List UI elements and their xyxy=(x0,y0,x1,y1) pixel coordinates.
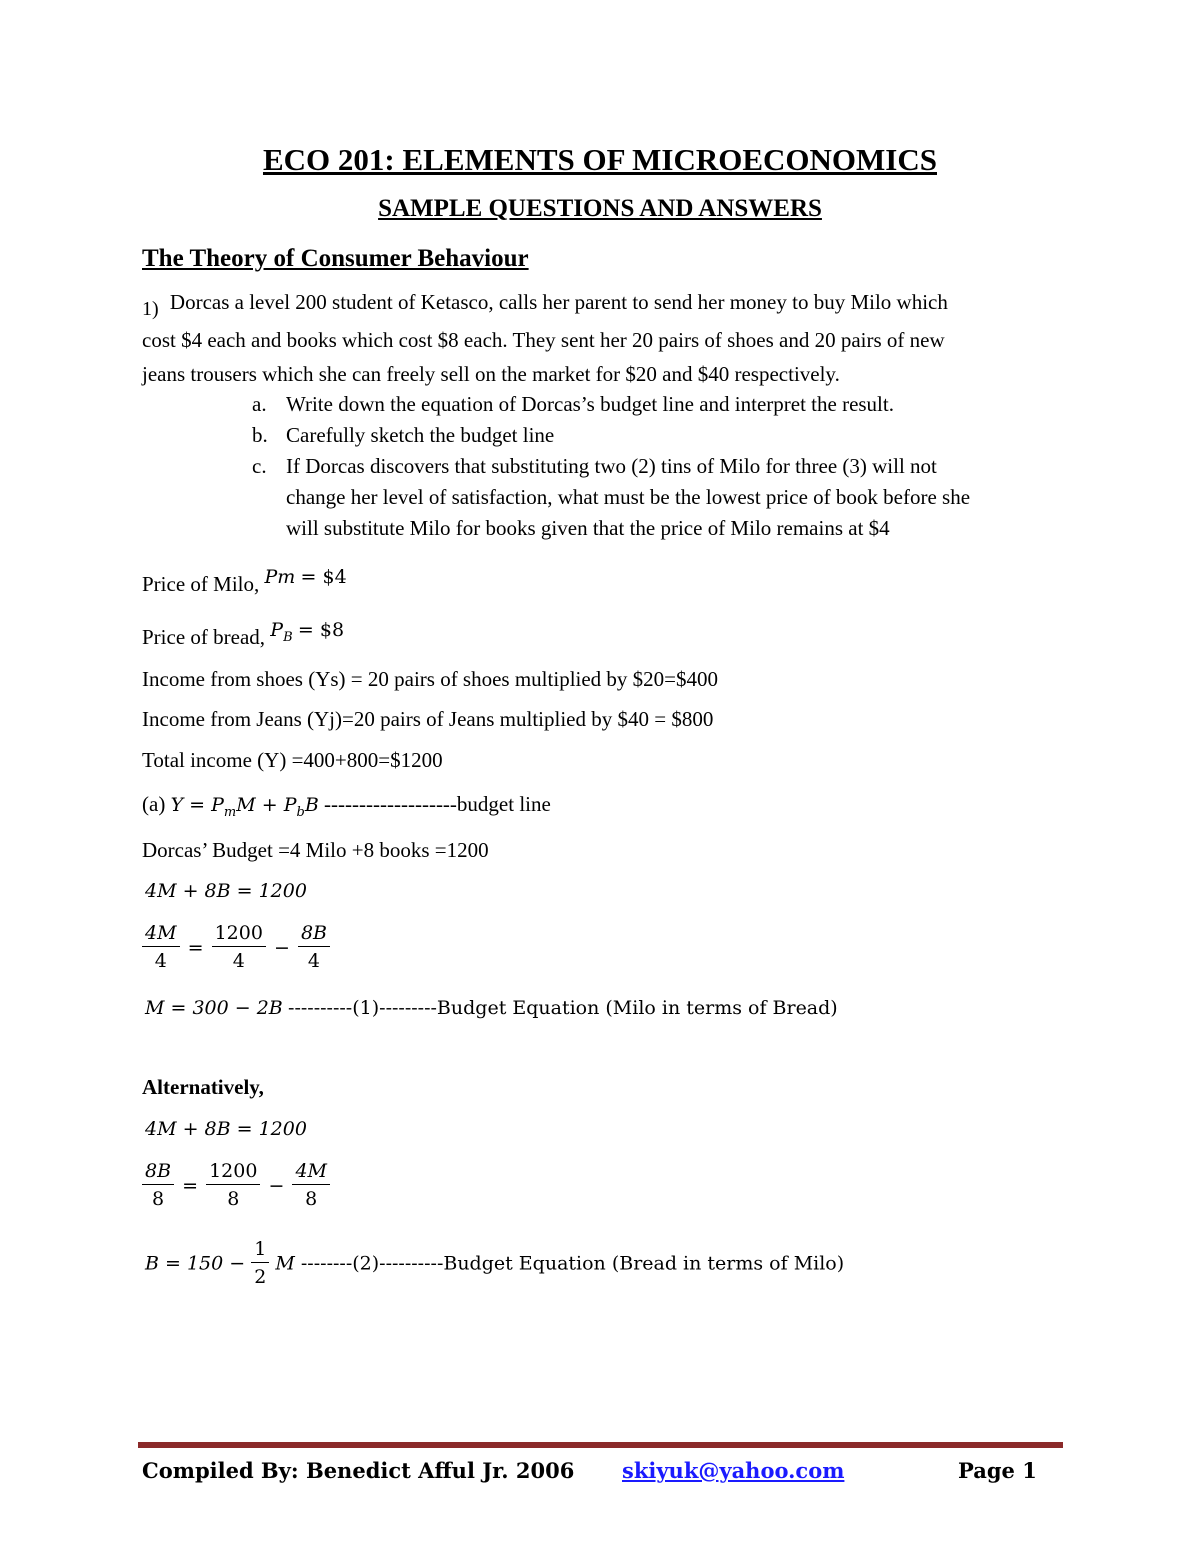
item-a-text: Write down the equation of Dorcas’s budget line and interpret the result. xyxy=(286,392,894,416)
item-c-text-3: will substitute Milo for books given that the price of Milo remains at $4 xyxy=(286,516,890,540)
price-bread-subscript: B xyxy=(283,629,293,645)
item-letter-a: a. xyxy=(252,392,267,416)
price-bread-symbol-letter: P xyxy=(270,619,284,641)
minus-sign-2: − xyxy=(268,1174,285,1197)
milo-equation-line xyxy=(145,995,838,1020)
question-text-1: Dorcas a level 200 student of Ketasco, calls her parent to send her money to buy Milo which xyxy=(169,290,948,314)
frac1-c-num: 8B xyxy=(298,920,330,947)
frac1-a-num: 4M xyxy=(142,920,180,947)
half-den: 2 xyxy=(254,1266,267,1288)
footer-email-link[interactable]: skiyuk@yahoo.com xyxy=(622,1458,845,1483)
frac1-b-den: 4 xyxy=(232,950,245,972)
fraction-equation-1 xyxy=(142,920,330,975)
dorcas-budget: Dorcas’ Budget =4 Milo +8 books =1200 xyxy=(142,838,489,862)
frac1-a xyxy=(142,920,180,975)
question-line-1 xyxy=(142,290,948,320)
section-heading: The Theory of Consumer Behaviour xyxy=(142,245,529,272)
price-bread-symbol xyxy=(270,619,293,645)
item-letter-b: b. xyxy=(252,423,268,447)
question-number: 1) xyxy=(142,298,159,320)
footer-divider xyxy=(138,1442,1063,1448)
bread-equation-lhs: B = 150 − xyxy=(145,1252,246,1275)
frac2-a-num: 8B xyxy=(142,1158,174,1185)
question-line-2: cost $4 each and books which cost $8 each. They sent her 20 pairs of shoes and 20 pairs of new xyxy=(142,328,945,352)
frac1-b xyxy=(212,920,266,975)
frac2-a-den: 8 xyxy=(151,1188,165,1210)
frac2-b-num: 1200 xyxy=(206,1158,260,1185)
item-letter-c: c. xyxy=(252,454,267,478)
price-bread-value: = $8 xyxy=(297,619,345,641)
page-title: ECO 201: ELEMENTS OF MICROECONOMICS xyxy=(262,142,937,177)
item-c-text-2: change her level of satisfaction, what must be the lowest price of book before she xyxy=(286,485,971,509)
price-bread-line xyxy=(142,619,345,653)
income-shoes: Income from shoes (Ys) = 20 pairs of shoes multiplied by $20=$400 xyxy=(142,667,719,691)
bread-half-fraction xyxy=(251,1236,269,1291)
bread-equation-tail: --------(2)----------Budget Equation (Bread in terms of Milo) xyxy=(300,1252,845,1275)
frac2-a xyxy=(142,1158,174,1213)
equals-sign: = xyxy=(187,936,204,959)
item-c-text-1: If Dorcas discovers that substituting two (2) tins of Milo for three (3) will not xyxy=(286,454,937,478)
frac2-c-den: 8 xyxy=(305,1188,318,1210)
milo-equation: M = 300 − 2B xyxy=(145,997,283,1019)
frac1-c-den: 4 xyxy=(307,950,321,972)
frac1-c xyxy=(298,920,330,975)
frac2-b-den: 8 xyxy=(227,1188,240,1210)
question-item-c xyxy=(252,454,937,479)
equation-2: 4M + 8B = 1200 xyxy=(145,1118,307,1140)
frac1-a-den: 4 xyxy=(154,950,167,972)
budget-line-equation xyxy=(142,792,551,820)
income-jeans: Income from Jeans (Yj)=20 pairs of Jeans multiplied by $40 = $800 xyxy=(142,707,714,731)
question-line-3: jeans trousers which she can freely sell on the market for $20 and $40 respectively. xyxy=(142,362,840,386)
fraction-equation-2 xyxy=(142,1158,330,1213)
price-milo-line xyxy=(142,566,347,597)
price-bread-label: Price of bread, xyxy=(142,625,266,649)
milo-equation-tail: ----------(1)---------Budget Equation (Milo in terms of Bread) xyxy=(288,997,838,1019)
price-milo-symbol: Pm xyxy=(264,566,296,588)
footer-page-number: Page 1 xyxy=(958,1458,1037,1483)
part-a-label: (a) xyxy=(142,792,166,816)
frac2-c-num: 4M xyxy=(292,1158,330,1185)
total-income: Total income (Y) =400+800=$1200 xyxy=(142,748,443,772)
footer-compiled-by: Compiled By: Benedict Afful Jr. 2006 xyxy=(142,1458,575,1483)
bread-equation-line xyxy=(145,1236,844,1291)
alternatively-heading: Alternatively, xyxy=(142,1075,264,1099)
price-milo-value: = $4 xyxy=(300,566,347,588)
equals-sign-2: = xyxy=(182,1174,199,1197)
question-item-b xyxy=(252,423,554,448)
page-subtitle: SAMPLE QUESTIONS AND ANSWERS xyxy=(378,195,822,222)
half-num: 1 xyxy=(251,1236,269,1263)
budget-formula: $Y = P_mM + P_bB$ xyxy=(170,794,319,820)
budget-eq-tail: -------------------budget line xyxy=(324,792,551,816)
item-b-text: Carefully sketch the budget line xyxy=(286,423,555,447)
frac1-b-num: 1200 xyxy=(212,920,266,947)
equation-1: 4M + 8B = 1200 xyxy=(145,880,307,902)
price-milo-label: Price of Milo, xyxy=(142,572,260,596)
bread-equation-m: M xyxy=(275,1252,295,1275)
frac2-b xyxy=(206,1158,260,1213)
minus-sign: − xyxy=(273,936,290,959)
frac2-c xyxy=(292,1158,330,1213)
question-item-a xyxy=(252,392,894,417)
